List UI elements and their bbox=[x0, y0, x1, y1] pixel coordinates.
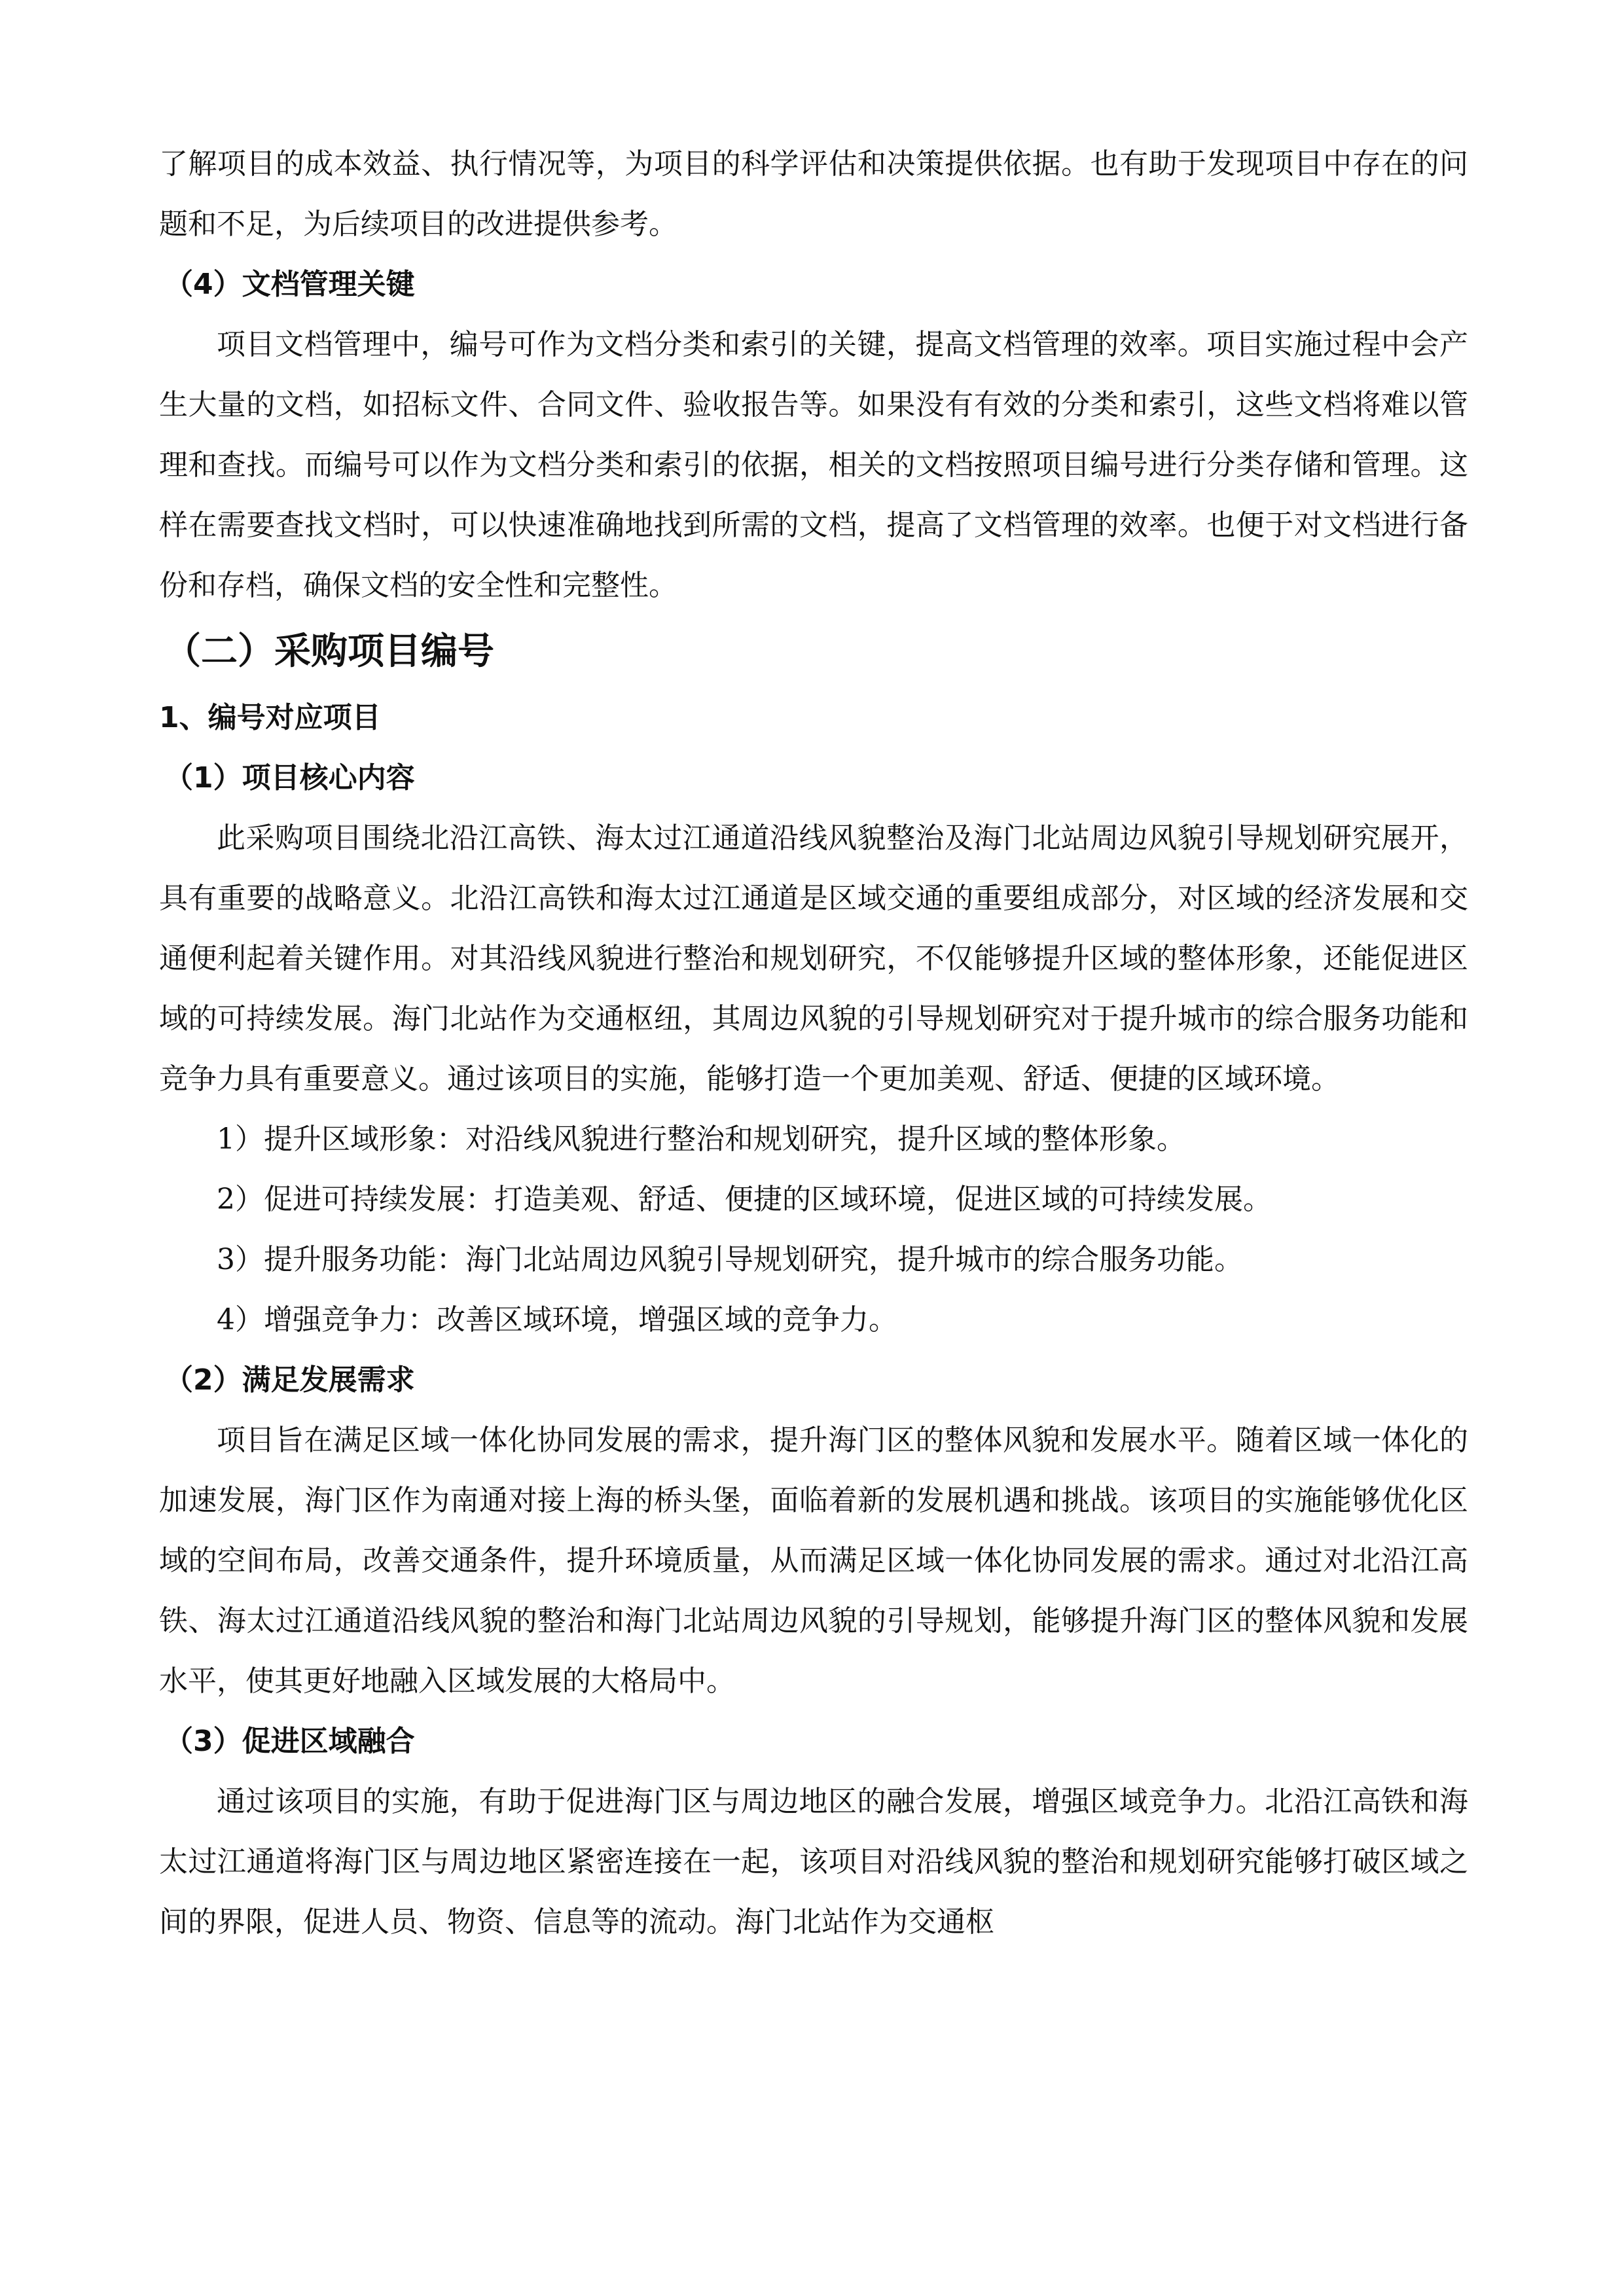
list-item: 2）促进可持续发展：打造美观、舒适、便捷的区域环境，促进区域的可持续发展。 bbox=[217, 1183, 1272, 1216]
heading-core-content: （1）项目核心内容 bbox=[164, 761, 415, 795]
heading-regional-fusion: （3）促进区域融合 bbox=[164, 1725, 415, 1758]
section-heading-procurement-number: （二）采购项目编号 bbox=[164, 630, 494, 673]
list-item: 3）提升服务功能：海门北站周边风貌引导规划研究，提升城市的综合服务功能。 bbox=[217, 1243, 1243, 1276]
list-item: 1）提升区域形象：对沿线风貌进行整治和规划研究，提升区域的整体形象。 bbox=[217, 1122, 1185, 1156]
paragraph-regional-fusion: 通过该项目的实施，有助于促进海门区与周边地区的融合发展，增强区域竞争力。北沿江高铁和海太过江通道将海门区与周边地区紧密连接在一起，该项目对沿线风貌的整治和规划研究能够打破区域之间的界限，促进人员、物资、信息等的流动。海门北站作为交通枢 bbox=[159, 1785, 1468, 1939]
heading-development-demand: （2）满足发展需求 bbox=[164, 1363, 415, 1397]
heading-document-management: （4）文档管理关键 bbox=[164, 268, 415, 301]
list-item: 4）增强竞争力：改善区域环境，增强区域的竞争力。 bbox=[217, 1303, 897, 1336]
paragraph-development-demand: 项目旨在满足区域一体化协同发展的需求，提升海门区的整体风貌和发展水平。随着区域一体化的加速发展，海门区作为南通对接上海的桥头堡，面临着新的发展机遇和挑战。该项目的实施能够优化区域的空间布局，改善交通条件，提升环境质量，从而满足区域一体化协同发展的需求。通过对北沿江高铁、海太过江通道沿线风貌的整治和海门北站周边风貌的引导规划，能够提升海门区的整体风貌和发展水平，使其更好地融入区域发展的大格局中。 bbox=[159, 1424, 1468, 1698]
paragraph-core-content: 此采购项目围绕北沿江高铁、海太过江通道沿线风貌整治及海门北站周边风貌引导规划研究展开，具有重要的战略意义。北沿江高铁和海太过江通道是区域交通的重要组成部分，对区域的经济发展和交通便利起着关键作用。对其沿线风貌进行整治和规划研究，不仅能够提升区域的整体形象，还能促进区域的可持续发展。海门北站作为交通枢纽，其周边风貌的引导规划研究对于提升城市的综合服务功能和竞争力具有重要意义。通过该项目的实施，能够打造一个更加美观、舒适、便捷的区域环境。 bbox=[159, 821, 1468, 1096]
subheading-number-project: 1、编号对应项目 bbox=[159, 701, 381, 734]
paragraph-document-management: 项目文档管理中，编号可作为文档分类和索引的关键，提高文档管理的效率。项目实施过程中会产生大量的文档，如招标文件、合同文件、验收报告等。如果没有有效的分类和索引，这些文档将难以管理和查找。而编号可以作为文档分类和索引的依据，相关的文档按照项目编号进行分类存储和管理。这样在需要查找文档时，可以快速准确地找到所需的文档，提高了文档管理的效率。也便于对文档进行备份和存档，确保文档的安全性和完整性。 bbox=[159, 328, 1468, 602]
paragraph-continuation: 了解项目的成本效益、执行情况等，为项目的科学评估和决策提供依据。也有助于发现项目中存在的问题和不足，为后续项目的改进提供参考。 bbox=[159, 147, 1468, 241]
document-page bbox=[159, 134, 1468, 1952]
